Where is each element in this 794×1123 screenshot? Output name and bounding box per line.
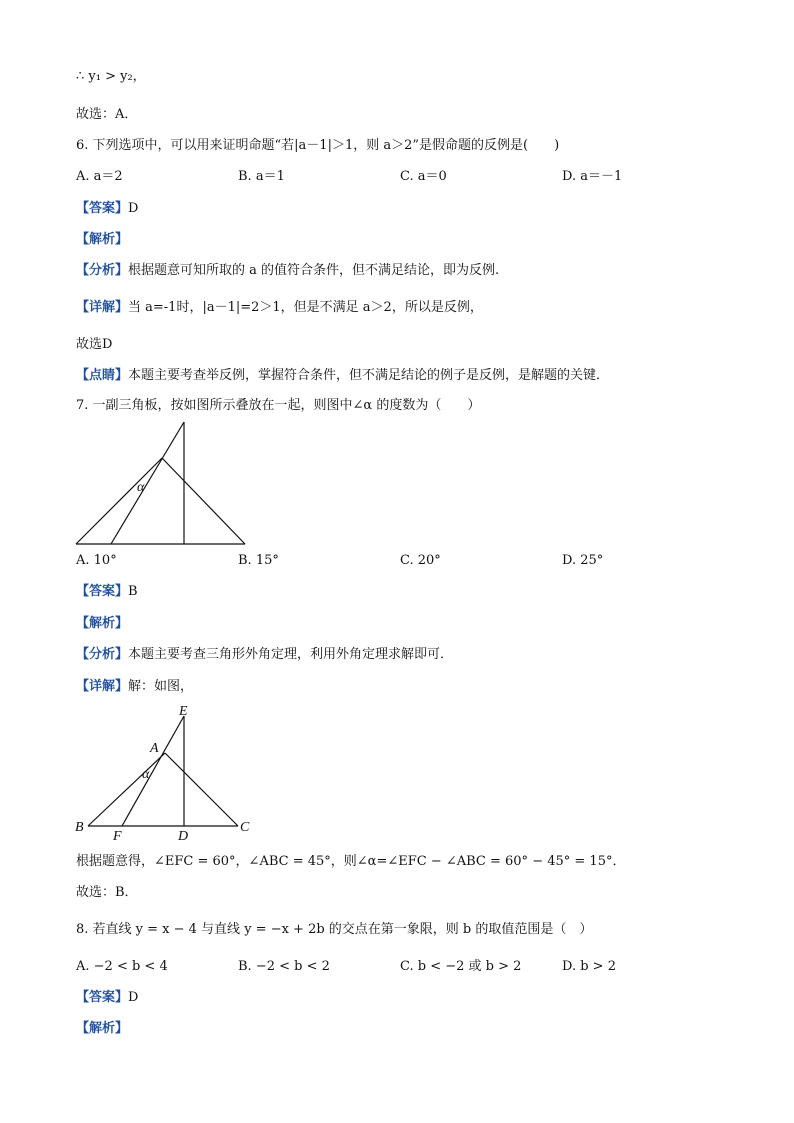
q7-option-a: A. 10° bbox=[76, 553, 117, 568]
q7-choice: 故选：B． bbox=[76, 885, 138, 900]
choice-line: 故选：A． bbox=[76, 107, 138, 122]
q7-answer bbox=[76, 583, 138, 601]
fenxi-tag: 【分析】 bbox=[76, 263, 129, 278]
q7-figure bbox=[70, 418, 260, 553]
q6-option-b: B. a＝1 bbox=[238, 169, 285, 184]
answer-tag: 【答案】 bbox=[76, 584, 129, 599]
q7-option-c: C. 20° bbox=[400, 553, 441, 568]
xiangjie-tag: 【详解】 bbox=[76, 679, 129, 694]
q6-xiangjie bbox=[76, 299, 483, 317]
q7-option-d: D. 25° bbox=[562, 553, 604, 568]
q6-option-d: D. a＝－1 bbox=[562, 169, 623, 184]
label-c: C bbox=[240, 820, 250, 835]
dianjing-tag: 【点睛】 bbox=[76, 368, 129, 383]
question-6: 6. 下列选项中，可以用来证明命题“若|a－1|＞1，则 a＞2”是假命题的反例是( ) bbox=[76, 138, 560, 153]
q8-answer bbox=[76, 989, 138, 1007]
q7-option-b: B. 15° bbox=[238, 553, 279, 568]
fenxi-text: 本题主要考查三角形外角定理，利用外角定理求解即可． bbox=[128, 647, 454, 662]
dianjing-text: 本题主要考查举反例，掌握符合条件，但不满足结论的例子是反例，是解题的关键． bbox=[128, 368, 610, 383]
answer-value: D bbox=[128, 990, 139, 1005]
q7-solution-figure bbox=[70, 700, 270, 845]
label-alpha: α bbox=[142, 767, 150, 782]
q7-calculation: 根据题意得，∠EFC = 60°，∠ABC = 45°，则∠α=∠EFC − ∠ABC = 60° − 45° = 15°． bbox=[76, 854, 626, 869]
q6-option-c: C. a＝0 bbox=[400, 169, 447, 184]
answer-tag: 【答案】 bbox=[76, 201, 129, 216]
answer-tag: 【答案】 bbox=[76, 990, 129, 1005]
q8-option-b: B. −2 < b < 2 bbox=[238, 959, 330, 974]
answer-value: D bbox=[128, 201, 139, 216]
fenxi-tag: 【分析】 bbox=[76, 647, 129, 662]
q7-analysis-heading bbox=[76, 615, 128, 633]
q7-fenxi bbox=[76, 646, 453, 664]
q6-fenxi bbox=[76, 262, 499, 280]
q8-option-a: A. −2 < b < 4 bbox=[76, 959, 168, 974]
analysis-tag: 【解析】 bbox=[76, 232, 129, 247]
label-d: D bbox=[178, 829, 189, 844]
fenxi-text: 根据题意可知所取的 a 的值符合条件，但不满足结论，即为反例. bbox=[128, 263, 500, 278]
q8-option-c: C. b < −2 或 b > 2 bbox=[400, 959, 522, 974]
question-8: 8. 若直线 y = x − 4 与直线 y = −x + 2b 的交点在第一象限，则 b 的取值范围是（ ） bbox=[76, 922, 593, 937]
xiangjie-text: 解：如图， bbox=[128, 679, 194, 694]
q6-choice: 故选D bbox=[76, 337, 113, 352]
q6-option-a: A. a＝2 bbox=[76, 169, 123, 184]
q7-xiangjie bbox=[76, 678, 193, 696]
analysis-tag: 【解析】 bbox=[76, 616, 129, 631]
xiangjie-text: 当 a=-1时，|a－1|=2＞1，但是不满足 a＞2，所以是反例， bbox=[128, 300, 483, 315]
q7-alpha-label: α bbox=[137, 480, 145, 495]
label-e: E bbox=[179, 704, 188, 719]
result-line: ∴ y₁ > y₂， bbox=[76, 69, 146, 84]
q6-analysis-heading bbox=[76, 231, 128, 249]
q8-analysis-heading bbox=[76, 1020, 128, 1038]
label-a: A bbox=[150, 741, 159, 756]
answer-value: B bbox=[128, 584, 138, 599]
label-b: B bbox=[75, 820, 84, 835]
xiangjie-tag: 【详解】 bbox=[76, 300, 129, 315]
label-f: F bbox=[113, 829, 122, 844]
q6-dianjing bbox=[76, 367, 609, 385]
question-7: 7. 一副三角板，按如图所示叠放在一起，则图中∠α 的度数为（ ） bbox=[76, 398, 481, 413]
q8-option-d: D. b > 2 bbox=[562, 959, 616, 974]
analysis-tag: 【解析】 bbox=[76, 1021, 129, 1036]
q6-answer bbox=[76, 200, 138, 218]
